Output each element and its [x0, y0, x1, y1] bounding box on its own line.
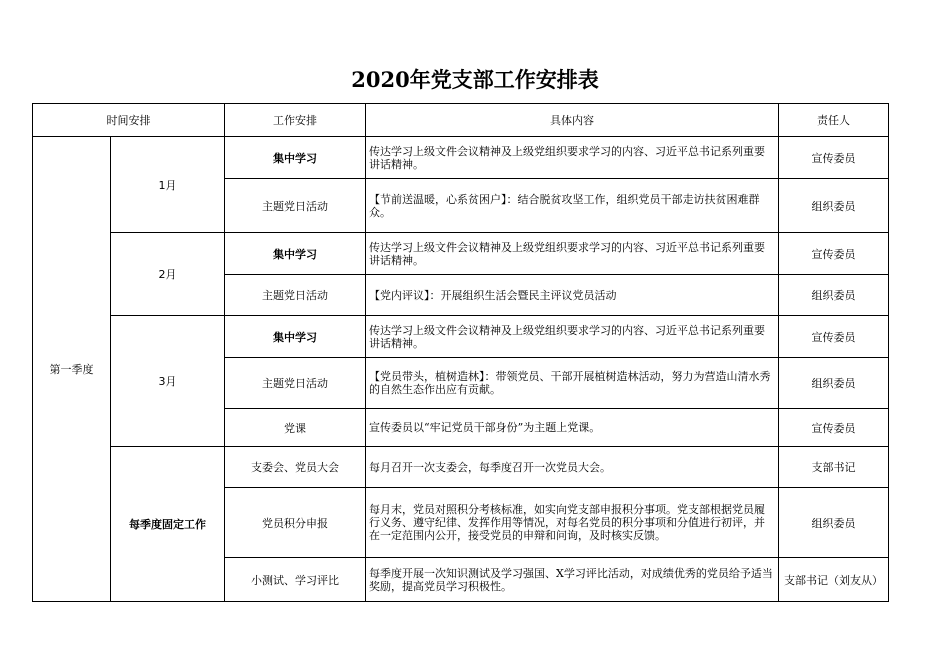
content-cell: 每月末，党员对照积分考核标准，如实向党支部申报积分事项。党支部根据党员履行义务、遵守纪律、发挥作用等情况，对每名党员的积分事项和分值进行初评，并在一定范围内公开，接受党员的申辩和问询，及时核实反馈。: [366, 488, 779, 558]
person-cell: 宣传委员: [779, 409, 889, 447]
table-row: [33, 233, 889, 275]
month-cell-3: 3月: [111, 316, 225, 447]
person-cell: 支部书记: [779, 447, 889, 488]
table-row: [33, 447, 889, 488]
work-cell: 集中学习: [225, 137, 366, 179]
content-cell: 每月召开一次支委会，每季度召开一次党员大会。: [366, 447, 779, 488]
month-cell-1: 1月: [111, 137, 225, 233]
content-cell: 【党员带头，植树造林】：带领党员、干部开展植树造林活动，努力为营造山清水秀的自然生态作出应有贡献。: [366, 358, 779, 409]
person-cell: 支部书记（刘友从）: [779, 558, 889, 602]
work-schedule-table: [32, 103, 889, 602]
person-cell: 宣传委员: [779, 316, 889, 358]
header-content: 具体内容: [366, 104, 779, 137]
person-cell: 组织委员: [779, 488, 889, 558]
work-cell: 支委会、党员大会: [225, 447, 366, 488]
content-cell: 传达学习上级文件会议精神及上级党组织要求学习的内容、习近平总书记系列重要讲话精神。: [366, 233, 779, 275]
header-time: 时间安排: [33, 104, 225, 137]
work-cell: 主题党日活动: [225, 358, 366, 409]
table-row: [33, 316, 889, 358]
content-cell: 每季度开展一次知识测试及学习强国、X学习评比活动，对成绩优秀的党员给予适当奖励，提高党员学习积极性。: [366, 558, 779, 602]
content-cell: 传达学习上级文件会议精神及上级党组织要求学习的内容、习近平总书记系列重要讲话精神。: [366, 137, 779, 179]
header-row: [33, 104, 889, 137]
fixed-work-cell: 每季度固定工作: [111, 447, 225, 602]
content-cell: 【党内评议】：开展组织生活会暨民主评议党员活动: [366, 275, 779, 316]
work-cell: 主题党日活动: [225, 275, 366, 316]
header-person: 责任人: [779, 104, 889, 137]
person-cell: 宣传委员: [779, 137, 889, 179]
content-cell: 传达学习上级文件会议精神及上级党组织要求学习的内容、习近平总书记系列重要讲话精神。: [366, 316, 779, 358]
person-cell: 组织委员: [779, 358, 889, 409]
person-cell: 组织委员: [779, 179, 889, 233]
table-row: [33, 137, 889, 179]
page-title: 2020年党支部工作安排表: [351, 67, 599, 92]
month-cell-2: 2月: [111, 233, 225, 316]
header-work: 工作安排: [225, 104, 366, 137]
work-cell: 党课: [225, 409, 366, 447]
work-cell: 党员积分申报: [225, 488, 366, 558]
person-cell: 宣传委员: [779, 233, 889, 275]
work-cell: 集中学习: [225, 316, 366, 358]
quarter-cell: 第一季度: [33, 137, 111, 602]
work-cell: 集中学习: [225, 233, 366, 275]
content-cell: 【节前送温暖，心系贫困户】：结合脱贫攻坚工作，组织党员干部走访扶贫困难群众。: [366, 179, 779, 233]
person-cell: 组织委员: [779, 275, 889, 316]
content-cell: 宣传委员以“牢记党员干部身份”为主题上党课。: [366, 409, 779, 447]
work-cell: 小测试、学习评比: [225, 558, 366, 602]
work-cell: 主题党日活动: [225, 179, 366, 233]
